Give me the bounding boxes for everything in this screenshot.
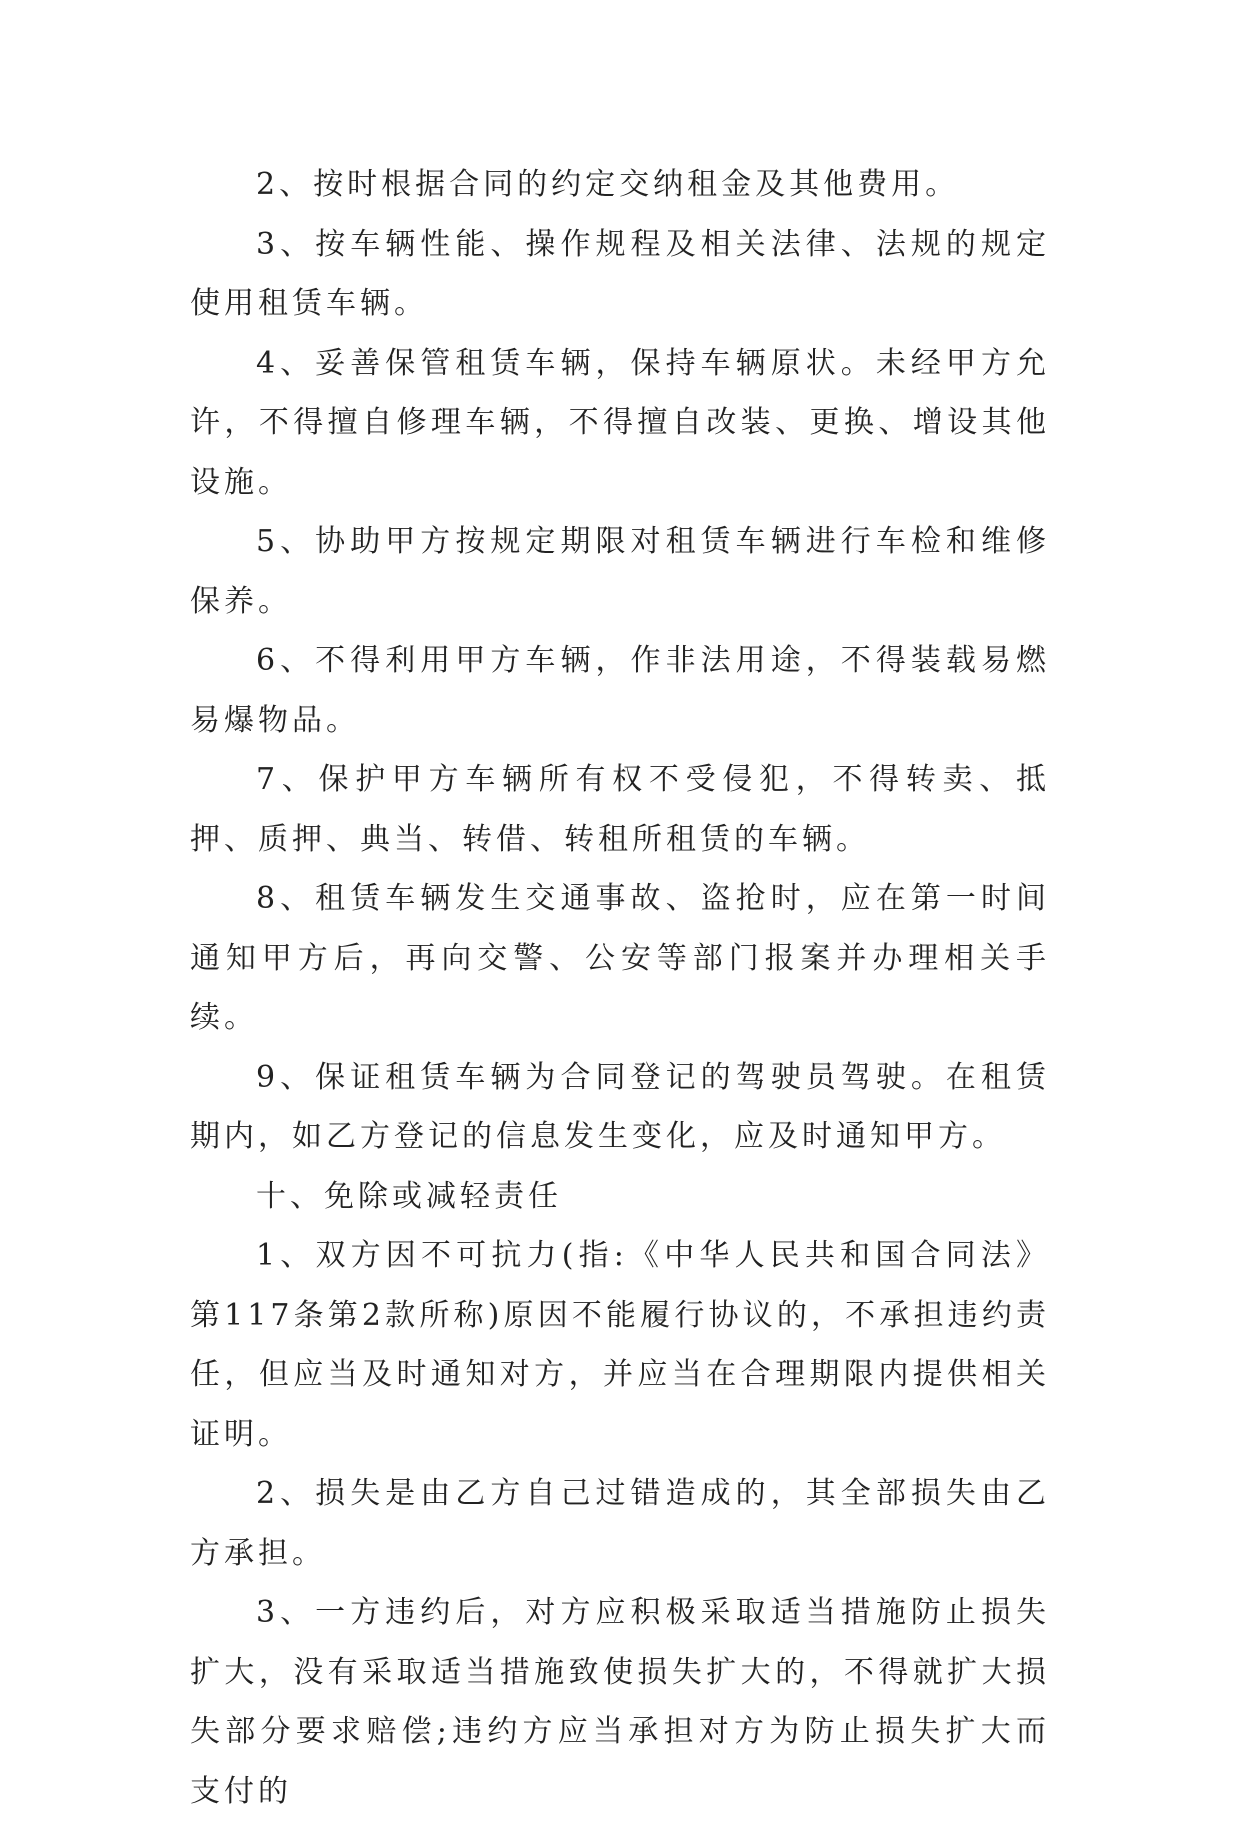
- clause-8-paragraph: 8、租赁车辆发生交通事故、盗抢时，应在第一时间通知甲方后，再向交警、公安等部门报案并办理相关手续。: [190, 881, 1050, 1035]
- section-heading: 十、免除或减轻责任: [256, 1178, 562, 1214]
- clause-6-paragraph: 6、不得利用甲方车辆，作非法用途，不得装载易燃易爆物品。: [190, 643, 1050, 738]
- clause-4-paragraph: 4、妥善保管租赁车辆，保持车辆原状。未经甲方允许，不得擅自修理车辆，不得擅自改装、更换、增设其他设施。: [190, 345, 1050, 500]
- clause-2-paragraph: 2、按时根据合同的约定交纳租金及其他费用。: [256, 167, 960, 202]
- clause-9-paragraph: 9、保证租赁车辆为合同登记的驾驶员驾驶。在租赁期内，如乙方登记的信息发生变化，应及时通知甲方。: [190, 1059, 1050, 1154]
- clause-5-paragraph: 5、协助甲方按规定期限对租赁车辆进行车检和维修保养。: [190, 524, 1050, 619]
- clause-3-paragraph: 3、按车辆性能、操作规程及相关法律、法规的规定使用租赁车辆。: [190, 226, 1050, 321]
- exemption-clause-2-paragraph: 2、损失是由乙方自己过错造成的，其全部损失由乙方承担。: [190, 1476, 1050, 1571]
- exemption-clause-3-paragraph: 3、一方违约后，对方应积极采取适当措施防止损失扩大，没有采取适当措施致使损失扩大的，不得就扩大损失部分要求赔偿;违约方应当承担对方为防止损失扩大而支付的: [190, 1595, 1050, 1809]
- clause-7-paragraph: 7、保护甲方车辆所有权不受侵犯，不得转卖、抵押、质押、典当、转借、转租所租赁的车辆。: [190, 762, 1050, 857]
- exemption-clause-1-paragraph: 1、双方因不可抗力(指:《中华人民共和国合同法》第117条第2款所称)原因不能履行协议的，不承担违约责任，但应当及时通知对方，并应当在合理期限内提供相关证明。: [190, 1238, 1050, 1452]
- document-body: [190, 155, 1050, 1821]
